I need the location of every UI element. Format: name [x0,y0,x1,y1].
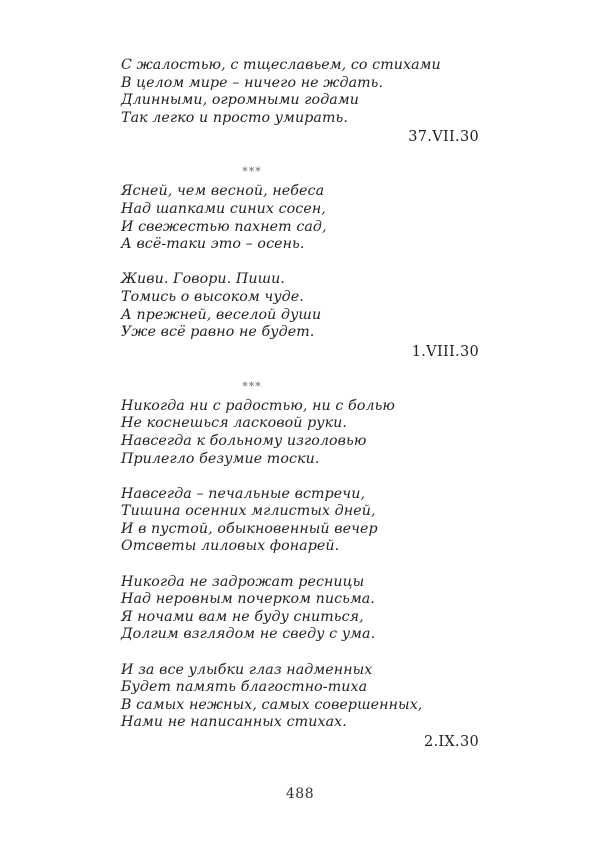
verse-line: Никогда не задрожат ресницы [121,573,365,590]
poem-date: 1.VIII.30 [411,343,479,360]
verse-line: Томись о высоком чуде. [121,288,304,305]
stanza-gap [121,644,479,662]
poem-2-stanza-2 [121,271,479,341]
verse-line: Никогда ни с радостью, ни с болью [121,397,396,414]
poem-separator: *** [242,165,262,179]
verse-line: А всё-таки это – осень. [121,236,305,253]
verse-line: С жалостью, с тщеславьем, со стихами [121,57,441,73]
verse-line: Над шапками синих сосен, [121,200,326,217]
verse-line: В самых нежных, самых совершенных, [121,696,423,713]
verse-line: И свежестью пахнет сад, [121,218,327,235]
verse-line: Длинными, огромными годами [121,92,359,109]
poem-date: 2.IX.30 [423,734,479,750]
poem-date: 37.VII.30 [408,129,479,146]
poem-2-stanza-1 [121,183,479,253]
poem-1 [121,57,479,146]
poem-separator: *** [242,379,262,393]
verse-line: Уже всё равно не будет. [121,324,315,341]
page-number: 488 [285,786,315,802]
verse-line: Нами не написанных стихах. [121,714,347,731]
verse-line: В целом мире – ничего не ждать. [121,74,384,91]
verse-line: И за все улыбки глаз надменных [121,661,373,678]
verse-line: Долгим взглядом не сведу с ума. [121,626,376,643]
verse-line: И в пустой, обыкновенный вечер [121,520,378,537]
stanza-gap [121,556,479,574]
verse-line: Живи. Говори. Пиши. [121,271,285,288]
spacer [121,146,479,166]
poem-2 [121,166,479,360]
verse-line: Не коснешься ласковой руки. [121,415,348,432]
poem-3 [121,381,479,751]
verse-line: Навсегда – печальные встречи, [121,485,366,502]
verse-line: Ясней, чем весной, небеса [121,183,325,200]
page-body [121,57,479,751]
verse-line: Так легко и просто умирать. [121,109,348,126]
verse-line: Тишина осенних мглистых дней, [121,503,376,520]
spacer [121,361,479,381]
verse-line: Навсегда к больному изголовью [121,432,367,449]
poem-3-stanza-3 [121,574,479,644]
verse-line: А прежней, веселой души [121,306,322,323]
poem-1-stanza-1 [121,57,479,127]
verse-line: Будет память благостно-тиха [121,679,368,696]
stanza-gap [121,468,479,486]
poem-3-stanza-4 [121,662,479,732]
verse-line: Отсветы лиловых фонарей. [121,538,340,555]
poem-3-stanza-1 [121,398,479,468]
stanza-gap [121,254,479,272]
verse-line: Над неровным почерком письма. [121,591,375,608]
poem-3-stanza-2 [121,486,479,556]
verse-line: Я ночами вам не буду сниться, [121,608,364,625]
verse-line: Прилегло безумие тоски. [121,450,320,467]
